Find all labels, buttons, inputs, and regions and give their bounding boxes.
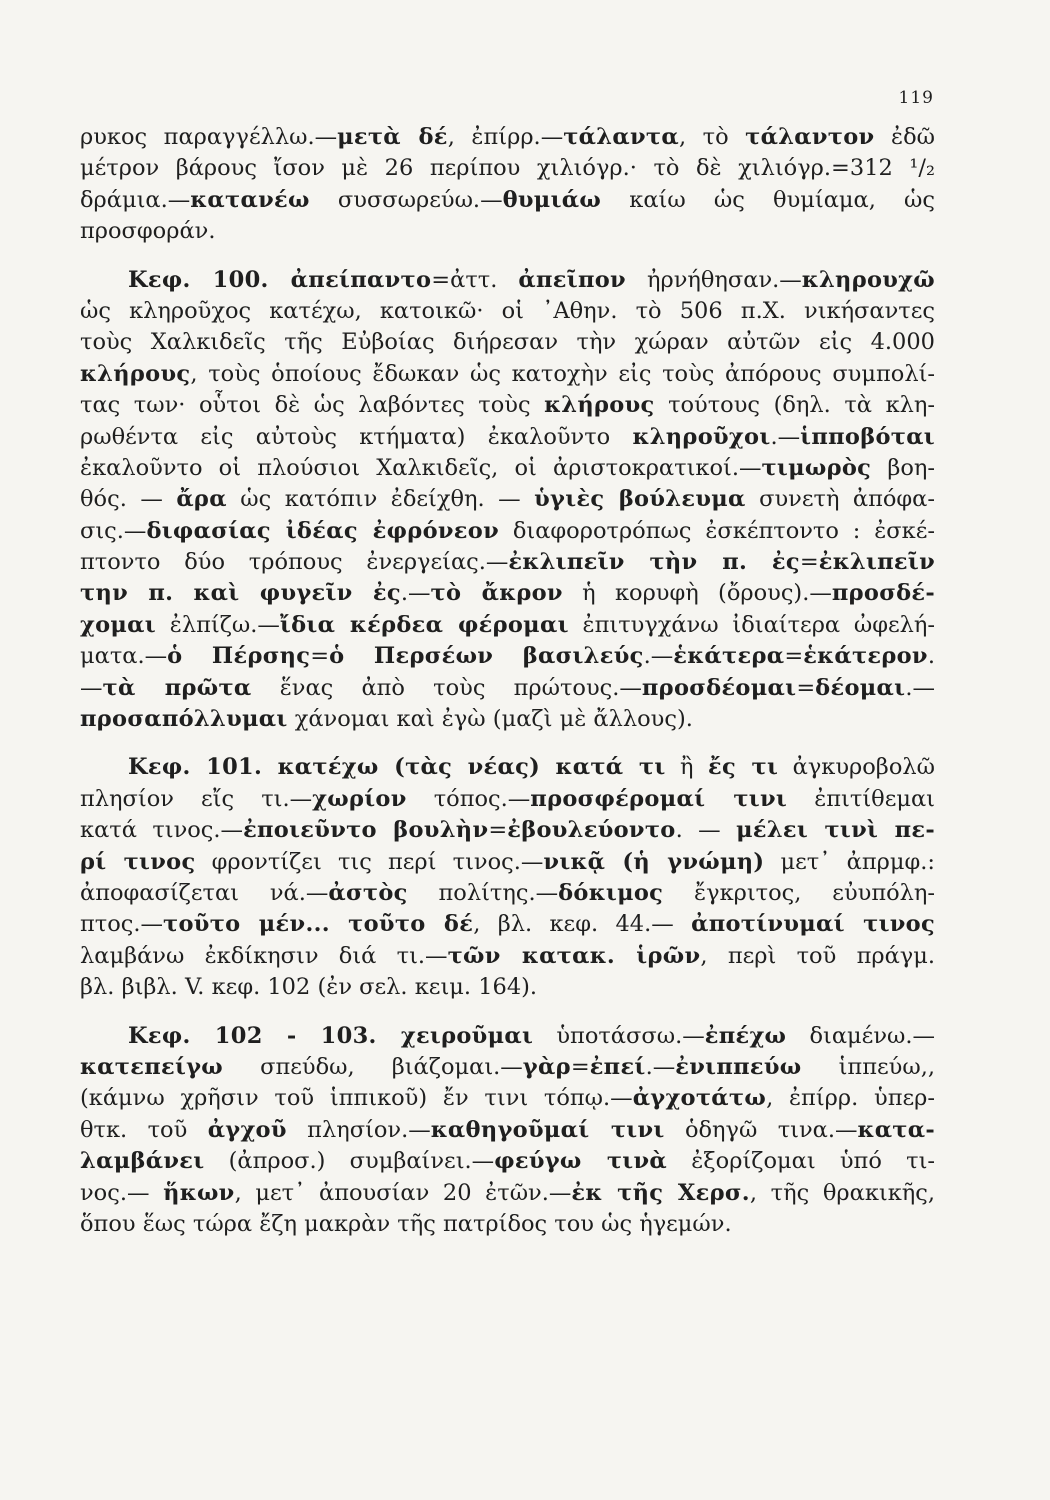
- headword: τοῦτο μέν... τοῦτο δέ: [163, 911, 474, 938]
- text-line: [80, 1021, 935, 1052]
- gloss-text: =: [799, 549, 819, 576]
- headword: Κεφ. 102 - 103. χειροῦμαι: [128, 1022, 534, 1049]
- text-line: [80, 1146, 935, 1177]
- headword: ἴδια κέρδεα φέρομαι: [279, 611, 569, 638]
- text-line: [80, 1052, 935, 1083]
- gloss-text: βοη-: [871, 454, 935, 481]
- headword: τὸ ἄκρον: [430, 580, 563, 607]
- gloss-text: .—: [905, 674, 935, 701]
- gloss-text: τούτους (δηλ. τὰ κλη-: [654, 392, 935, 419]
- text-line: [80, 453, 935, 484]
- text-line: [80, 153, 935, 184]
- gloss-text: πλησίον εἴς τι.—: [80, 785, 313, 812]
- gloss-text: —: [80, 674, 103, 701]
- gloss-text: ματα.—: [80, 643, 168, 670]
- gloss-text: κατά τινος.—: [80, 817, 244, 844]
- gloss-text: βλ. βιβλ. V. κεφ. 102 (ἐν σελ. κειμ. 164).: [80, 974, 538, 1001]
- gloss-text: σπεύδω, βιάζομαι.—: [223, 1053, 523, 1080]
- headword: τῶν κατακ. ἱρῶν: [447, 942, 701, 969]
- headword: κατα-: [857, 1116, 935, 1143]
- gloss-text: , τὸ: [678, 124, 746, 150]
- gloss-text: θός. —: [80, 486, 177, 513]
- headword: χομαι: [80, 611, 156, 638]
- gloss-text: .—: [645, 1053, 676, 1080]
- gloss-text: συσσωρεύω.—: [309, 186, 503, 213]
- gloss-text: πολίτης.—: [407, 879, 559, 906]
- headword: χωρίον: [312, 785, 407, 812]
- gloss-text: (ἀπροσ.) συμβαίνει.—: [204, 1148, 495, 1175]
- text-line: [80, 1178, 935, 1209]
- paragraph: [80, 752, 935, 1003]
- text-line: [80, 327, 935, 358]
- gloss-text: τοὺς Χαλκιδεῖς τῆς Εὐβοίας διήρεσαν τὴν χώραν αὐτῶν εἰς 4.000: [80, 329, 935, 356]
- gloss-text: (κάμνω χρῆσιν τοῦ ἱππικοῦ) ἔν τινι τόπῳ.—: [80, 1085, 633, 1112]
- text-line: [80, 122, 935, 153]
- gloss-text: =: [310, 643, 330, 670]
- headword: νικᾷ (ἡ γνώμη): [543, 848, 765, 875]
- headword: προσφέρομαί τινι: [530, 785, 788, 812]
- gloss-text: . —: [675, 817, 737, 844]
- gloss-text: τας των· οὗτοι δὲ ὡς λαβόντες τοὺς: [80, 392, 545, 419]
- paragraph-gap: [80, 1004, 935, 1021]
- headword: κληρουχῶ: [801, 266, 935, 293]
- headword: ἑκάτερα: [673, 643, 785, 670]
- headword: ἐπέχω: [704, 1022, 787, 1049]
- text-line: [80, 390, 935, 421]
- headword: ἐποιεῦντο βουλὴν: [243, 817, 489, 844]
- headword: ἑκάτερον: [803, 643, 928, 670]
- gloss-text: δράμια.—: [80, 186, 191, 213]
- gloss-text: ἐκαλοῦντο οἱ πλούσιοι Χαλκιδεῖς, οἱ ἀριστοκρατικοί.—: [80, 454, 762, 481]
- gloss-text: ἐπιτίθεμαι: [787, 785, 935, 812]
- text-line: [80, 641, 935, 672]
- gloss-text: .—: [643, 643, 674, 670]
- text-line: [80, 752, 935, 783]
- text-line: [80, 1115, 935, 1146]
- gloss-text: =: [488, 817, 508, 844]
- headword: καθηγοῦμαί τινι: [430, 1116, 665, 1143]
- headword: προσδέ-: [831, 580, 935, 607]
- gloss-text: , περὶ τοῦ πράγμ.: [700, 942, 935, 969]
- text-line: [80, 847, 935, 878]
- text-line: [80, 704, 935, 735]
- text-line: [80, 941, 935, 972]
- gloss-text: διαμένω.—: [786, 1022, 935, 1049]
- gloss-text: , ἐπίρρ.—: [447, 124, 564, 150]
- headword: την π. καὶ φυγεῖν ἐς: [80, 580, 401, 607]
- text-line: [80, 909, 935, 940]
- headword: ἐπεί: [589, 1053, 646, 1080]
- headword: φεύγω τινὰ: [494, 1148, 667, 1175]
- headword: Κεφ. 100. ἀπείπαντο: [128, 266, 432, 293]
- headword: ἐκλιπεῖν: [818, 549, 935, 576]
- text-line: [80, 265, 935, 296]
- headword: ἀγχοτάτω: [632, 1085, 767, 1112]
- gloss-text: σις.—: [80, 517, 147, 544]
- headword: ὁ Περσέων βασιλεύς: [329, 643, 644, 670]
- text-line: [80, 547, 935, 578]
- headword: ἐνιππεύω: [675, 1053, 802, 1080]
- gloss-text: ἀγκυροβολῶ: [778, 754, 935, 781]
- paragraph: [80, 1021, 935, 1241]
- gloss-text: ὑποτάσσω.—: [533, 1022, 705, 1049]
- headword: τιμωρὸς: [761, 454, 872, 481]
- paragraph: [80, 122, 935, 248]
- text-line: [80, 296, 935, 327]
- gloss-text: , βλ. κεφ. 44.—: [473, 911, 692, 938]
- headword: μέλει τινὶ πε-: [736, 817, 935, 844]
- paragraph-gap: [80, 248, 935, 265]
- gloss-text: ἢ: [665, 754, 709, 781]
- headword: ἀπεῖπον: [518, 266, 626, 293]
- text-line: [80, 1209, 935, 1240]
- headword: κλήρους: [544, 392, 655, 419]
- gloss-text: , μετ᾽ ἀπουσίαν 20 ἐτῶν.—: [234, 1179, 572, 1206]
- gloss-text: πτοντο δύο τρόπους ἐνεργείας.—: [80, 549, 509, 576]
- gloss-text: ὅπου ἕως τώρα ἔζη μακρὰν τῆς πατρίδος του ὡς ἡγεμών.: [80, 1210, 732, 1237]
- headword: ρί τινος: [80, 848, 196, 875]
- page-number: 119: [898, 88, 934, 108]
- headword: μετὰ δέ: [337, 124, 448, 150]
- headword: γὰρ: [522, 1053, 571, 1080]
- gloss-text: , τῆς θρακικῆς,: [749, 1179, 935, 1206]
- text-line: [80, 972, 935, 1003]
- text-line: [80, 673, 935, 704]
- gloss-text: μέτρον βάρους ἴσον μὲ 26 περίπου χιλιόγρ.· τὸ δὲ χιλιόγρ.=312 ¹/₂: [80, 155, 935, 182]
- headword: τάλαντον: [745, 124, 875, 150]
- gloss-text: ρυκος παραγγέλλω.—: [80, 124, 338, 150]
- gloss-text: μετ᾽ ἀπρμφ.:: [764, 848, 935, 875]
- gloss-text: συνετὴ ἀπόφα-: [745, 486, 935, 513]
- gloss-text: φροντίζει τις περί τινος.—: [195, 848, 544, 875]
- headword: ἐκ τῆς Χερσ.: [571, 1179, 750, 1206]
- text-body: [80, 122, 935, 1240]
- headword: ἔς τι: [708, 754, 779, 781]
- gloss-text: =: [784, 643, 804, 670]
- headword: λαμβάνει: [80, 1148, 205, 1175]
- text-line: [80, 784, 935, 815]
- headword: ἐκλιπεῖν τὴν π. ἐς: [508, 549, 800, 576]
- gloss-text: =: [570, 1053, 590, 1080]
- gloss-text: ὡς κληροῦχος κατέχω, κατοικῶ· οἱ ᾽Αθην. τὸ 506 π.Χ. νικήσαντες: [80, 297, 935, 324]
- gloss-text: χάνομαι καὶ ἐγὼ (μαζὶ μὲ ἄλλους).: [287, 706, 693, 733]
- gloss-text: ἐπιτυγχάνω ἰδιαίτερα ὠφελή-: [568, 611, 935, 638]
- gloss-text: ρωθέντα εἰς αὐτοὺς κτήματα) ἐκαλοῦντο: [80, 423, 633, 450]
- headword: ὑγιὲς βούλευμα: [534, 486, 746, 513]
- headword: προσδέομαι: [641, 674, 797, 701]
- gloss-text: πλησίον.—: [286, 1116, 431, 1143]
- gloss-text: =ἀττ.: [431, 266, 519, 293]
- gloss-text: ὡς κατόπιν ἐδείχθη. —: [226, 486, 535, 513]
- text-line: [80, 422, 935, 453]
- gloss-text: ἱππεύω,,: [801, 1053, 935, 1080]
- gloss-text: ἀποφασίζεται νά.—: [80, 879, 329, 906]
- headword: δόκιμος: [558, 879, 664, 906]
- gloss-text: θτκ. τοῦ: [80, 1116, 208, 1143]
- gloss-text: ἔγκριτος, εὐυπόλη-: [663, 879, 935, 906]
- gloss-text: ἠρνήθησαν.—: [625, 266, 802, 293]
- headword: θυμιάω: [502, 186, 602, 213]
- gloss-text: ἕνας ἀπὸ τοὺς πρώτους.—: [251, 674, 642, 701]
- text-line: [80, 484, 935, 515]
- headword: ἐβουλεύοντο: [507, 817, 676, 844]
- paragraph-gap: [80, 735, 935, 752]
- headword: δέομαι: [815, 674, 906, 701]
- headword: κλήρους: [80, 360, 191, 387]
- gloss-text: νος.—: [80, 1179, 164, 1206]
- gloss-text: τόπος.—: [406, 785, 531, 812]
- gloss-text: διαφοροτρόπως ἐσκέπτοντο : ἐσκέ-: [499, 517, 935, 544]
- headword: ἀποτίνυμαί τινος: [691, 911, 935, 938]
- headword: τὰ πρῶτα: [102, 674, 252, 701]
- gloss-text: ἐλπίζω.—: [155, 611, 280, 638]
- gloss-text: λαμβάνω ἐκδίκησιν διά τι.—: [80, 942, 448, 969]
- headword: κληροῦχοι: [632, 423, 771, 450]
- gloss-text: , ἐπίρρ. ὑπερ-: [766, 1085, 935, 1112]
- headword: διφασίας ἰδέας ἐφρόνεον: [146, 517, 499, 544]
- headword: ἀστὸς: [328, 879, 408, 906]
- gloss-text: καίω ὡς θυμίαμα, ὡς: [601, 186, 935, 213]
- headword: ἀγχοῦ: [207, 1116, 287, 1143]
- gloss-text: , τοὺς ὁποίους ἔδωκαν ὡς κατοχὴν εἰς τοὺς ἀπόρους συμπολί-: [190, 360, 935, 387]
- gloss-text: .: [927, 643, 935, 670]
- gloss-text: πτος.—: [80, 911, 164, 938]
- headword: κατανέω: [190, 186, 310, 213]
- gloss-text: προσφοράν.: [80, 218, 216, 245]
- headword: τάλαντα: [563, 124, 679, 150]
- gloss-text: ἐξορίζομαι ὑπό τι-: [666, 1148, 935, 1175]
- headword: κατεπείγω: [80, 1053, 224, 1080]
- text-line: [80, 878, 935, 909]
- headword: ἄρα: [176, 486, 227, 513]
- text-line: [80, 359, 935, 390]
- text-line: [80, 578, 935, 609]
- headword: προσαπόλλυμαι: [80, 706, 288, 733]
- text-line: [80, 1083, 935, 1114]
- gloss-text: =: [796, 674, 816, 701]
- text-line: [80, 216, 935, 247]
- text-line: [80, 815, 935, 846]
- headword: Κεφ. 101. κατέχω (τὰς νέας) κατά τι: [128, 754, 666, 781]
- text-line: [80, 610, 935, 641]
- gloss-text: .—: [400, 580, 431, 607]
- gloss-text: ὁδηγῶ τινα.—: [664, 1116, 858, 1143]
- headword: ὁ Πέρσης: [167, 643, 311, 670]
- headword: ἱπποβόται: [800, 423, 935, 450]
- text-line: [80, 185, 935, 216]
- gloss-text: ἐδῶ: [874, 124, 935, 150]
- paragraph: [80, 265, 935, 736]
- headword: ἥκων: [163, 1179, 235, 1206]
- gloss-text: ἡ κορυφὴ (ὄρους).—: [562, 580, 832, 607]
- gloss-text: .—: [770, 423, 801, 450]
- text-line: [80, 516, 935, 547]
